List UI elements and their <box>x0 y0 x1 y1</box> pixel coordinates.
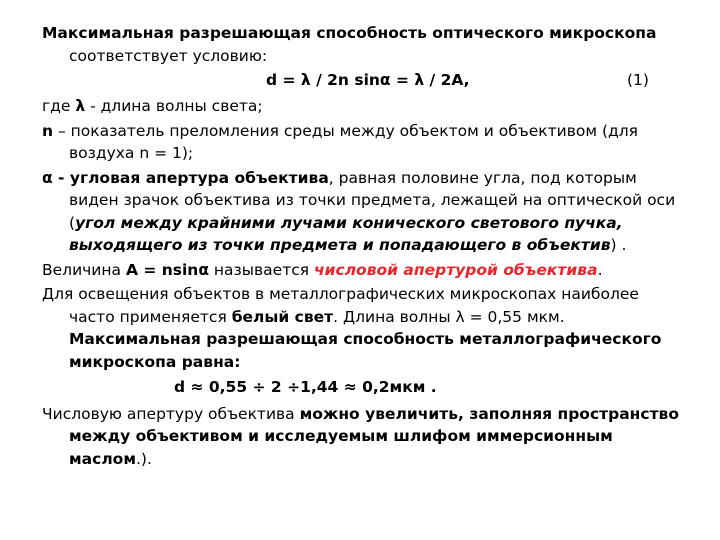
lambda-description: - длина волны света; <box>85 97 263 115</box>
paragraph-alpha-definition <box>42 167 682 257</box>
alpha-term: α - угловая апертура объектива <box>42 168 329 187</box>
wavelength-text: . Длина волны λ = 0,55 мкм. <box>333 307 565 326</box>
aperture-period: . <box>597 260 603 279</box>
resolution-title: Максимальная разрешающая способность оптического микроскопа <box>42 24 657 42</box>
alpha-description: , равная половине угла, под которым виден зрачок объектива из точки предмета, лежащей на оптической оси ( <box>69 168 676 232</box>
equation-number: (1) <box>627 71 649 89</box>
aperture-term-highlight: числовой апертурой объектива <box>314 260 598 279</box>
aperture-formula: A = nsinα <box>125 260 209 279</box>
paragraph-lambda-definition <box>42 95 682 118</box>
aperture-prefix: Величина <box>42 260 126 279</box>
paragraph-numerical-aperture <box>42 259 682 282</box>
paragraph-resolution-intro <box>42 22 682 67</box>
n-description: – показатель преломления среды между объектом и объективом (для воздуха n = 1); <box>53 121 638 162</box>
alpha-closing: ) . <box>610 236 627 254</box>
max-resolution-statement: Максимальная разрешающая способность металлографического микроскопа равна: <box>69 330 662 371</box>
slide-body <box>42 22 682 472</box>
paragraph-n-definition <box>42 120 682 165</box>
formula-line <box>42 69 682 93</box>
resolution-intro-text: соответствует условию: <box>69 46 268 65</box>
alpha-emphasis: угол между крайними лучами конического светового пучка, выходящего из точки предмета и попадающего в объектив <box>69 213 623 254</box>
immersion-prefix: Числовую апертуру объектива <box>42 404 300 423</box>
n-symbol: n <box>42 121 54 140</box>
resolution-formula: d = λ / 2n sinα = λ / 2A, <box>266 71 470 89</box>
illumination-text: Для освещения объектов в металлографических микроскопах наиболее часто применяется <box>42 285 639 326</box>
white-light-term: белый свет <box>231 307 334 326</box>
paragraph-immersion <box>42 403 682 471</box>
immersion-emphasis: можно увеличить, заполняя пространство между объективом и исследуемым шлифом иммерсионным маслом <box>69 404 680 468</box>
lambda-symbol: λ <box>75 97 86 115</box>
immersion-closing: .). <box>136 449 152 468</box>
resolution-result-formula: d ≈ 0,55 ÷ 2 ÷1,44 ≈ 0,2мкм . <box>174 378 437 396</box>
aperture-middle: называется <box>209 260 315 279</box>
paragraph-illumination <box>42 283 682 373</box>
lambda-prefix: где <box>42 97 76 115</box>
